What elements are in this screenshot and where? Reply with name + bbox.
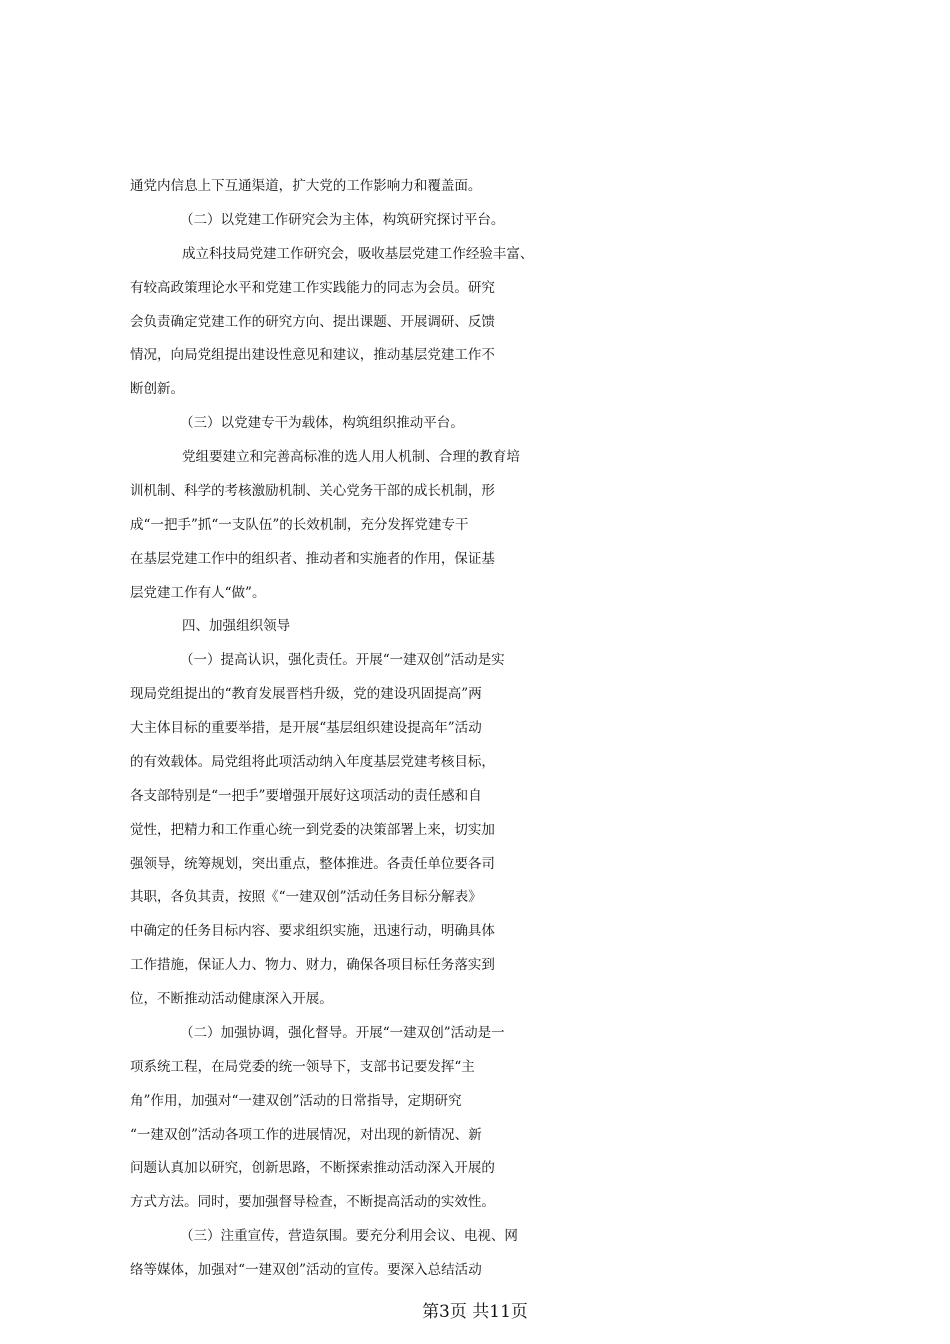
text-line: 通党内信息上下互通渠道，扩大党的工作影响力和覆盖面。 xyxy=(130,178,482,194)
page-number: 第3页 共11页 xyxy=(422,1302,528,1322)
text-line: 位，不断推动活动健康深入开展。 xyxy=(130,991,333,1008)
text-line: （二）加强协调，强化督导。开展“一建双创”活动是一 xyxy=(180,1024,505,1041)
section-heading: 四、加强组织领导 xyxy=(182,618,291,635)
text-line: “一建双创”活动各项工作的进展情况，对出现的新情况、新 xyxy=(130,1126,482,1143)
text-line: 方式方法。同时，要加强督导检查，不断提高活动的实效性。 xyxy=(130,1194,495,1211)
text-line: 现局党组提出的“教育发展晋档升级，党的建设巩固提高”两 xyxy=(130,686,482,703)
text-line: 各支部特别是“一把手”要增强开展好这项活动的责任感和自 xyxy=(130,787,482,804)
text-line: 有较高政策理论水平和党建工作实践能力的同志为会员。研究 xyxy=(130,279,495,296)
text-line: 中确定的任务目标内容、要求组织实施，迅速行动，明确具体 xyxy=(130,923,495,940)
text-line: 在基层党建工作中的组织者、推动者和实施者的作用，保证基 xyxy=(130,550,495,567)
text-line: 党组要建立和完善高标准的选人用人机制、合理的教育培 xyxy=(182,449,520,466)
text-line: 项系统工程，在局党委的统一领导下，支部书记要发挥“主 xyxy=(130,1058,475,1075)
text-line: 问题认真加以研究，创新思路，不断探索推动活动深入开展的 xyxy=(130,1160,495,1177)
text-line: 大主体目标的重要举措，是开展“基层组织建设提高年”活动 xyxy=(130,720,482,737)
text-line: 角”作用，加强对“一建双创”活动的日常指导，定期研究 xyxy=(130,1092,462,1109)
text-line: 工作措施，保证人力、物力、财力，确保各项目标任务落实到 xyxy=(130,957,495,974)
section-heading: （二）以党建工作研究会为主体，构筑研究探讨平台。 xyxy=(180,211,505,228)
text-line: 断创新。 xyxy=(130,381,185,398)
text-line: 其职，各负其责，按照《“一建双创”活动任务目标分解表》 xyxy=(130,889,482,906)
text-line: 觉性，把精力和工作重心统一到党委的决策部署上来，切实加 xyxy=(130,821,495,838)
section-heading: （三）以党建专干为载体，构筑组织推动平台。 xyxy=(180,415,464,432)
text-line: 训机制、科学的考核激励机制、关心党务干部的成长机制，形 xyxy=(130,482,495,499)
text-line: 成“一把手”抓“一支队伍”的长效机制，充分发挥党建专干 xyxy=(130,516,469,533)
text-line: （三）注重宣传，营造氛围。要充分利用会议、电视、网 xyxy=(180,1228,518,1245)
text-line: 层党建工作有人“做”。 xyxy=(130,584,266,601)
text-line: 情况，向局党组提出建设性意见和建议，推动基层党建工作不 xyxy=(130,347,495,364)
text-line: （一）提高认识，强化责任。开展“一建双创”活动是实 xyxy=(180,652,505,669)
text-line: 络等媒体，加强对“一建双创”活动的宣传。要深入总结活动 xyxy=(130,1262,482,1279)
text-line: 的有效载体。局党组将此项活动纳入年度基层党建考核目标， xyxy=(130,753,495,770)
text-line: 会负责确定党建工作的研究方向、提出课题、开展调研、反馈 xyxy=(130,313,495,330)
text-line: 强领导，统筹规划，突出重点，整体推进。各责任单位要各司 xyxy=(130,855,495,872)
text-line: 成立科技局党建工作研究会，吸收基层党建工作经验丰富、 xyxy=(182,245,534,262)
